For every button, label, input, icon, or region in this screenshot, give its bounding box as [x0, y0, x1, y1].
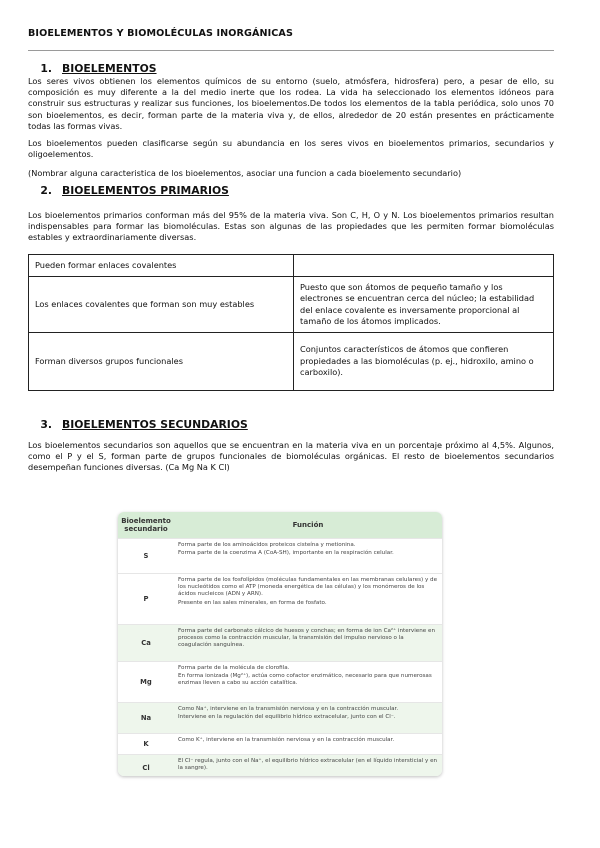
- element-symbol: Na: [140, 714, 152, 722]
- figure-header-element: Bioelemento secundario: [121, 517, 171, 533]
- function-text: [174, 734, 442, 754]
- function-line: Como Na⁺, interviene en la transmisión nerviosa y en la contracción muscular.: [178, 706, 399, 712]
- function-line: Forma parte del carbonato cálcico de huesos y conchas; en forma de ion Ca²⁺ interviene en procesos como la contracción muscular, la transmisión del impulso nervioso o la coagulación sanguínea.: [178, 628, 435, 649]
- element-symbol: Ca: [141, 639, 151, 647]
- section-heading-primarios: [28, 184, 554, 197]
- figure-row: [118, 624, 442, 661]
- function-line: Interviene en la regulación del equilibrio hídrico extracelular, junto con el Cl⁻.: [178, 714, 396, 721]
- element-symbol: Cl: [142, 764, 150, 772]
- figure-row: [118, 538, 442, 573]
- element-symbol: P: [143, 595, 149, 603]
- title-divider: [28, 50, 554, 51]
- figure-header-function: Función: [292, 521, 324, 529]
- section-title: BIOELEMENTOS PRIMARIOS: [62, 184, 229, 197]
- properties-table: [28, 254, 554, 391]
- paragraph: Los bioelementos primarios conforman más del 95% de la materia viva. Son C, H, O y N. Los bioelementos primarios resultan indispensables para formar las biomoléculas. Estas son algunas de las propiedades que les permiten formar biomoléculas estables y extraordinariamente diversas.: [28, 210, 554, 243]
- element-symbol: S: [143, 552, 149, 560]
- function-text: [174, 574, 442, 624]
- table-cell: [294, 255, 554, 277]
- figure-row: [118, 733, 442, 754]
- table-cell: Los enlaces covalentes que forman son muy estables: [29, 277, 294, 333]
- function-text: [174, 662, 442, 702]
- function-line: El Cl⁻ regula, junto con el Na⁺, el equilibrio hídrico extracelular (en el líquido intersticial y en la sangre).: [178, 758, 438, 772]
- table-cell: Pueden formar enlaces covalentes: [29, 255, 294, 277]
- section-title: BIOELEMENTOS SECUNDARIOS: [62, 418, 248, 431]
- figure-header: [118, 512, 442, 538]
- function-line: Presente en las sales minerales, en forma de fosfato.: [178, 599, 327, 606]
- function-line: Forma parte de la coenzima A (CoA-SH), importante en la respiración celular.: [178, 550, 394, 557]
- paragraph: Los bioelementos secundarios son aquellos que se encuentran en la materia viva en un porcentaje próximo al 4,5%. Algunos, como el P y el S, forman parte de grupos funcionales de biomoléculas orgánicas. El resto de bioelementos secundarios desempeñan funciones diversas. (Ca Mg Na K Cl): [28, 440, 554, 473]
- secondary-bioelements-figure: [118, 512, 442, 776]
- section-heading-secundarios: [28, 418, 554, 431]
- table-cell: Forman diversos grupos funcionales: [29, 333, 294, 391]
- element-symbol: Mg: [140, 678, 152, 686]
- function-line: Forma parte de los fosfolípidos (moléculas fundamentales en las membranas celulares) y de los nucleótidos como el ATP (moneda energética de las células) y los monómeros de los ácidos nucleicos (ADN y ARN).: [178, 577, 438, 598]
- figure-row: [118, 702, 442, 733]
- section-number: 1.: [40, 62, 52, 75]
- document-title: BIOELEMENTOS Y BIOMOLÉCULAS INORGÁNICAS: [28, 28, 293, 39]
- table-row: [29, 277, 554, 333]
- table-cell: Conjuntos característicos de átomos que confieren propiedades a las biomoléculas (p. ej., hidroxilo, amino o carboxilo).: [294, 333, 554, 391]
- table-row: [29, 255, 554, 277]
- figure-row: [118, 573, 442, 624]
- paragraph: Los seres vivos obtienen los elementos químicos de su entorno (suelo, atmósfera, hidrosfera) pero, a pesar de ello, su composición es muy diferente a la del medio inerte que los rodea. La vida ha seleccionado los elementos idóneos para construir sus estructuras y realizar sus funciones, los bioelementos.De todos los elementos de la tabla periódica, solo unos 70 son bioelementos, es decir, forman parte de la materia viva y, de ellos, alrededor de 20 están presentes en prácticamente todas las formas vivas.: [28, 76, 554, 131]
- section-heading-bioelementos: [28, 62, 554, 75]
- function-text: [174, 703, 442, 733]
- section-number: 3.: [40, 418, 52, 431]
- figure-row: [118, 661, 442, 702]
- function-text: [174, 625, 442, 661]
- function-text: [174, 539, 442, 573]
- section-title: BIOELEMENTOS: [62, 62, 157, 75]
- function-line: Forma parte de la molécula de clorofila.: [178, 665, 290, 671]
- paragraph: Los bioelementos pueden clasificarse según su abundancia en los seres vivos en bioelementos primarios, secundarios y oligoelementos.: [28, 138, 554, 160]
- paragraph: (Nombrar alguna caracteristica de los bioelementos, asociar una funcion a cada bioelemento secundario): [28, 168, 462, 178]
- function-text: [174, 755, 442, 776]
- section-number: 2.: [40, 184, 52, 197]
- function-line: Como K⁺, interviene en la transmisión nerviosa y en la contracción muscular.: [178, 737, 395, 743]
- element-symbol: K: [143, 740, 149, 748]
- table-cell: Puesto que son átomos de pequeño tamaño y los electrones se encuentran cerca del núcleo; la estabilidad del enlace covalente es inversamente proporcional al tamaño de los átomos implicados.: [294, 277, 554, 333]
- function-line: Forma parte de los aminoácidos proteicos cisteína y metionina.: [178, 542, 356, 548]
- table-row: [29, 333, 554, 391]
- function-line: En forma ionizada (Mg²⁺), actúa como cofactor enzimático, necesario para que numerosas enzimas lleven a cabo su acción catalítica.: [178, 673, 432, 687]
- figure-row: [118, 754, 442, 776]
